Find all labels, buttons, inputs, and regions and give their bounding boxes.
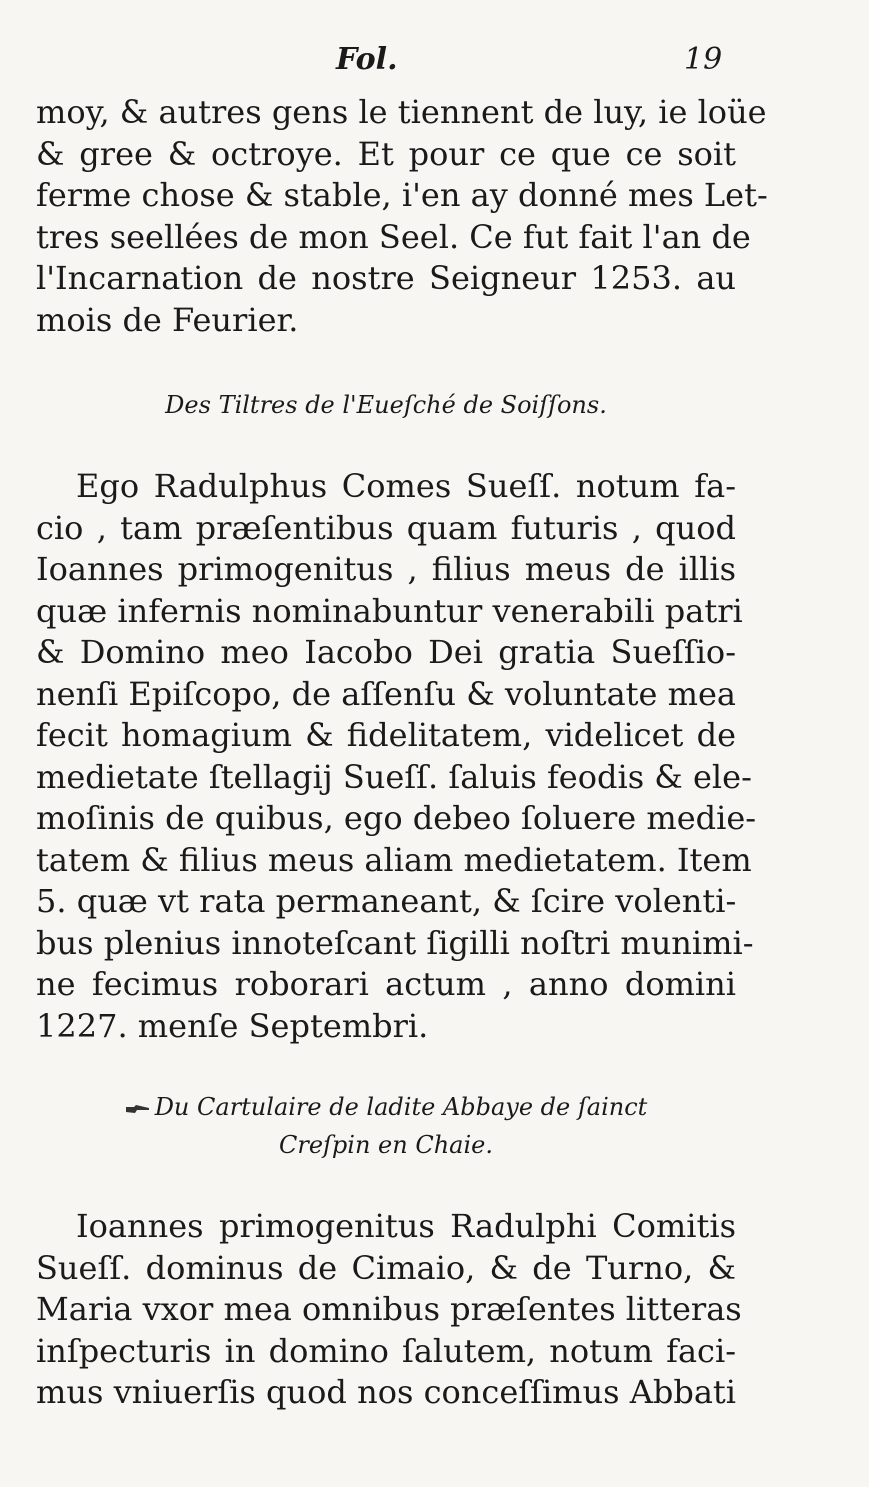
text-line: quæ infernis nominabuntur venerabili patri xyxy=(36,591,743,630)
heading-line-1: Du Cartulaire de ladite Abbaye de ſainct xyxy=(154,1093,648,1121)
text-line: ne fecimus roborari actum , anno domini xyxy=(36,965,736,1003)
text-line: mus vniuerſis quod nos conceſſimus Abbati xyxy=(36,1373,736,1411)
text-line: 1227. menſe Septembri. xyxy=(36,1006,429,1045)
heading-line-2: Creſpin en Chaie. xyxy=(279,1131,493,1159)
paragraph-3 xyxy=(36,1206,742,1414)
section-heading-1 xyxy=(36,386,736,424)
text-line: 5. quæ vt rata permaneant, & ſcire volenti- xyxy=(36,882,737,920)
heading-line xyxy=(36,1088,736,1126)
text-line: Ioannes primogenitus , filius meus de illis xyxy=(36,550,736,588)
text-line: inſpecturis in domino ſalutem, notum faci- xyxy=(36,1331,736,1370)
section-heading-2 xyxy=(36,1088,736,1164)
text-line: & gree & octroye. Et pour ce que ce soit xyxy=(36,134,736,173)
text-line: nenſi Epiſcopo, de aſſenſu & voluntate mea xyxy=(36,674,736,713)
text-line: cio , tam præſentibus quam futuris , quod xyxy=(36,508,736,547)
text-line: bus plenius innoteſcant ſigilli noſtri munimi- xyxy=(36,923,754,962)
text-line: mois de Feurier. xyxy=(36,300,299,339)
text-line: tatem & filius meus aliam medietatem. Item xyxy=(36,840,752,879)
text-line: moſinis de quibus, ego debeo ſoluere medie- xyxy=(36,799,757,837)
text-line: ferme chose & stable, i'en ay donné mes Let- xyxy=(36,176,768,214)
text-line: fecit homagium & fidelitatem, videlicet de xyxy=(36,716,736,754)
heading-line: Des Tiltres de l'Eueſché de Soiſſons. xyxy=(165,391,607,419)
text-line: Maria vxor mea omnibus præſentes litteras xyxy=(36,1290,742,1328)
folio-label: Fol. xyxy=(336,42,398,77)
paragraph-2 xyxy=(36,466,757,1047)
text-line: medietate ſtellagij Sueſſ. ſaluis feodis & ele- xyxy=(36,757,752,796)
running-head xyxy=(0,42,869,82)
text-line: & Domino meo Iacobo Dei gratia Sueſſio- xyxy=(36,633,736,671)
page-number: 19 xyxy=(684,42,723,77)
text-line: Ego Radulphus Comes Sueſſ. notum fa- xyxy=(76,467,736,505)
text-line: tres seellées de mon Seel. Ce fut fait l'an de xyxy=(36,217,751,256)
paragraph-1 xyxy=(36,92,768,341)
text-line: l'Incarnation de nostre Seigneur 1253. au xyxy=(36,259,736,297)
text-line: Sueſſ. dominus de Cimaio, & de Turno, & xyxy=(36,1248,736,1287)
text-line: Ioannes primogenitus Radulphi Comitis xyxy=(76,1207,736,1245)
pointing-hand-icon xyxy=(125,1103,151,1115)
text-line: moy, & autres gens le tiennent de luy, ie loüe xyxy=(36,93,767,131)
